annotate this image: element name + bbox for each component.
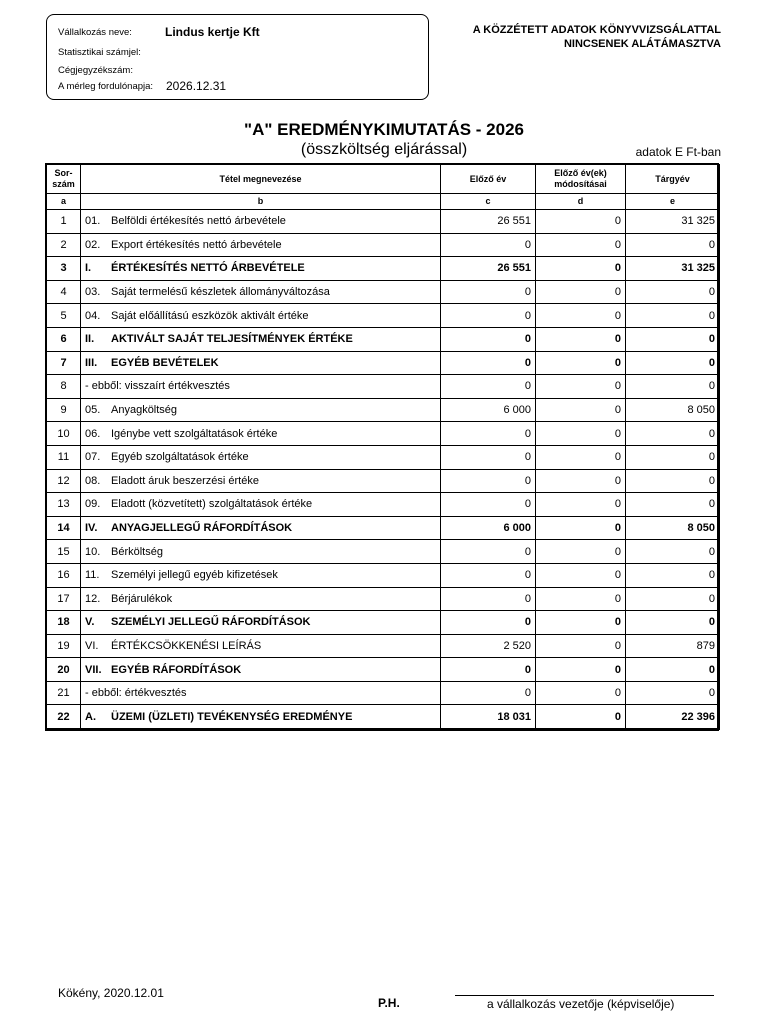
value-previous-year: 0 bbox=[441, 587, 536, 611]
row-label: AKTIVÁLT SAJÁT TELJESÍTMÉNYEK ÉRTÉKE bbox=[111, 333, 353, 346]
row-code: VI. bbox=[85, 639, 99, 652]
company-name-row bbox=[58, 25, 260, 39]
value-current-year: 0 bbox=[626, 681, 720, 705]
signature-line bbox=[455, 995, 714, 996]
value-modifications: 0 bbox=[536, 705, 626, 729]
row-code: 08. bbox=[85, 474, 101, 487]
row-number: 15 bbox=[47, 540, 81, 564]
value-previous-year: 26 551 bbox=[441, 257, 536, 281]
row-number: 20 bbox=[47, 658, 81, 682]
registration-row bbox=[58, 65, 133, 76]
row-number: 19 bbox=[47, 634, 81, 658]
row-label-cell bbox=[81, 563, 441, 587]
table-row bbox=[47, 658, 720, 682]
value-previous-year: 2 520 bbox=[441, 634, 536, 658]
header-previous-year: Előző év bbox=[441, 165, 536, 194]
row-number: 5 bbox=[47, 304, 81, 328]
row-number: 1 bbox=[47, 210, 81, 234]
row-label: Saját előállítású eszközök aktivált értéke bbox=[111, 309, 309, 322]
registration-label: Cégjegyzékszám: bbox=[58, 65, 133, 76]
header-current-year: Tárgyév bbox=[626, 165, 720, 194]
row-number: 17 bbox=[47, 587, 81, 611]
row-label: EGYÉB BEVÉTELEK bbox=[111, 356, 219, 369]
value-previous-year: 0 bbox=[441, 422, 536, 446]
value-previous-year: 0 bbox=[441, 351, 536, 375]
row-label: Eladott áruk beszerzési értéke bbox=[111, 474, 259, 487]
table-row bbox=[47, 210, 720, 234]
row-label-cell bbox=[81, 280, 441, 304]
value-previous-year: 0 bbox=[441, 611, 536, 635]
table-row bbox=[47, 587, 720, 611]
letter-b: b bbox=[81, 194, 441, 210]
value-current-year: 0 bbox=[626, 327, 720, 351]
value-current-year: 0 bbox=[626, 233, 720, 257]
row-number: 6 bbox=[47, 327, 81, 351]
value-modifications: 0 bbox=[536, 280, 626, 304]
row-label-cell bbox=[81, 540, 441, 564]
row-code: 07. bbox=[85, 451, 101, 464]
value-previous-year: 18 031 bbox=[441, 705, 536, 729]
value-modifications: 0 bbox=[536, 351, 626, 375]
row-number: 3 bbox=[47, 257, 81, 281]
value-modifications: 0 bbox=[536, 257, 626, 281]
row-label: Bérköltség bbox=[111, 545, 163, 558]
row-label: Igénybe vett szolgáltatások értéke bbox=[111, 427, 278, 440]
row-number: 14 bbox=[47, 516, 81, 540]
value-current-year: 879 bbox=[626, 634, 720, 658]
value-previous-year: 0 bbox=[441, 233, 536, 257]
row-label: Bérjárulékok bbox=[111, 592, 173, 605]
balance-date-value: 2026.12.31 bbox=[166, 79, 227, 93]
value-modifications: 0 bbox=[536, 304, 626, 328]
row-code: III. bbox=[85, 356, 98, 369]
units-note: adatok E Ft-ban bbox=[635, 145, 721, 159]
value-current-year: 31 325 bbox=[626, 257, 720, 281]
balance-date-row bbox=[58, 79, 227, 93]
table-row bbox=[47, 611, 720, 635]
row-label-cell bbox=[81, 257, 441, 281]
row-label-cell bbox=[81, 210, 441, 234]
table-row bbox=[47, 540, 720, 564]
row-label-cell bbox=[81, 705, 441, 729]
value-current-year: 22 396 bbox=[626, 705, 720, 729]
header-item-name: Tétel megnevezése bbox=[81, 165, 441, 194]
row-label-cell bbox=[81, 327, 441, 351]
row-number: 16 bbox=[47, 563, 81, 587]
row-label: Export értékesítés nettó árbevétele bbox=[111, 238, 282, 251]
value-previous-year: 0 bbox=[441, 540, 536, 564]
company-name-label: Vállalkozás neve: bbox=[58, 27, 132, 38]
value-current-year: 0 bbox=[626, 280, 720, 304]
row-code: A. bbox=[85, 710, 96, 723]
row-label: ÉRTÉKCSÖKKENÉSI LEÍRÁS bbox=[111, 639, 262, 652]
value-modifications: 0 bbox=[536, 469, 626, 493]
value-previous-year: 0 bbox=[441, 658, 536, 682]
value-current-year: 0 bbox=[626, 375, 720, 399]
company-name-value: Lindus kertje Kft bbox=[165, 25, 260, 39]
value-current-year: 8 050 bbox=[626, 516, 720, 540]
value-previous-year: 0 bbox=[441, 327, 536, 351]
page-title: "A" EREDMÉNYKIMUTATÁS - 2026 bbox=[244, 120, 524, 139]
row-code: 01. bbox=[85, 215, 101, 228]
row-number: 10 bbox=[47, 422, 81, 446]
table-row bbox=[47, 327, 720, 351]
value-modifications: 0 bbox=[536, 681, 626, 705]
row-label-cell bbox=[81, 469, 441, 493]
row-number: 7 bbox=[47, 351, 81, 375]
value-previous-year: 6 000 bbox=[441, 516, 536, 540]
value-current-year: 0 bbox=[626, 422, 720, 446]
row-label: ÜZEMI (ÜZLETI) TEVÉKENYSÉG EREDMÉNYE bbox=[111, 710, 353, 723]
row-label-cell bbox=[81, 611, 441, 635]
row-label-cell bbox=[81, 375, 441, 399]
table-row bbox=[47, 351, 720, 375]
value-previous-year: 26 551 bbox=[441, 210, 536, 234]
table-row bbox=[47, 257, 720, 281]
row-number: 11 bbox=[47, 445, 81, 469]
row-label-cell bbox=[81, 658, 441, 682]
table-row bbox=[47, 280, 720, 304]
company-info-box bbox=[46, 14, 429, 100]
row-label: SZEMÉLYI JELLEGŰ RÁFORDÍTÁSOK bbox=[111, 616, 311, 629]
row-number: 4 bbox=[47, 280, 81, 304]
table-row bbox=[47, 634, 720, 658]
value-current-year: 0 bbox=[626, 445, 720, 469]
row-label: Egyéb szolgáltatások értéke bbox=[111, 451, 249, 464]
row-code: VII. bbox=[85, 663, 102, 676]
table-row bbox=[47, 705, 720, 729]
stat-number-row bbox=[58, 47, 141, 58]
value-modifications: 0 bbox=[536, 587, 626, 611]
row-code: II. bbox=[85, 333, 95, 346]
row-label: Saját termelésű készletek állományváltozása bbox=[111, 286, 330, 299]
table-row bbox=[47, 469, 720, 493]
value-current-year: 0 bbox=[626, 493, 720, 517]
value-current-year: 31 325 bbox=[626, 210, 720, 234]
value-current-year: 0 bbox=[626, 304, 720, 328]
letter-a: a bbox=[47, 194, 81, 210]
value-current-year: 0 bbox=[626, 587, 720, 611]
row-label: EGYÉB RÁFORDÍTÁSOK bbox=[111, 663, 242, 676]
row-label-cell bbox=[81, 493, 441, 517]
value-previous-year: 6 000 bbox=[441, 398, 536, 422]
letter-c: c bbox=[441, 194, 536, 210]
value-modifications: 0 bbox=[536, 563, 626, 587]
balance-date-label: A mérleg fordulónapja: bbox=[58, 81, 154, 92]
stamp-placeholder: P.H. bbox=[378, 996, 400, 1010]
value-previous-year: 0 bbox=[441, 304, 536, 328]
row-label: - ebből: visszaírt értékvesztés bbox=[85, 380, 230, 393]
value-modifications: 0 bbox=[536, 540, 626, 564]
signature-caption: a vállalkozás vezetője (képviselője) bbox=[487, 997, 675, 1011]
row-label: ANYAGJELLEGŰ RÁFORDÍTÁSOK bbox=[111, 522, 293, 535]
row-code: 04. bbox=[85, 309, 101, 322]
value-previous-year: 0 bbox=[441, 375, 536, 399]
value-previous-year: 0 bbox=[441, 493, 536, 517]
row-code: 12. bbox=[85, 592, 101, 605]
header-previous-modifications: Előző év(ek) módosításai bbox=[536, 165, 626, 194]
letter-d: d bbox=[536, 194, 626, 210]
row-label-cell bbox=[81, 681, 441, 705]
row-number: 9 bbox=[47, 398, 81, 422]
value-previous-year: 0 bbox=[441, 469, 536, 493]
row-label-cell bbox=[81, 398, 441, 422]
audit-notice-line1: A KÖZZÉTETT ADATOK KÖNYVVIZSGÁLATTAL bbox=[472, 24, 721, 36]
row-code: 09. bbox=[85, 498, 101, 511]
value-current-year: 0 bbox=[626, 611, 720, 635]
row-code: V. bbox=[85, 616, 95, 629]
row-code: 02. bbox=[85, 238, 101, 251]
value-current-year: 0 bbox=[626, 563, 720, 587]
table-row bbox=[47, 422, 720, 446]
value-current-year: 8 050 bbox=[626, 398, 720, 422]
audit-notice bbox=[473, 23, 721, 51]
table-row bbox=[47, 563, 720, 587]
row-number: 2 bbox=[47, 233, 81, 257]
row-number: 13 bbox=[47, 493, 81, 517]
row-number: 18 bbox=[47, 611, 81, 635]
row-number: 22 bbox=[47, 705, 81, 729]
row-label: Eladott (közvetített) szolgáltatások értéke bbox=[111, 498, 313, 511]
table-row bbox=[47, 375, 720, 399]
row-label-cell bbox=[81, 304, 441, 328]
stat-number-label: Statisztikai számjel: bbox=[58, 47, 141, 58]
value-previous-year: 0 bbox=[441, 681, 536, 705]
table-row bbox=[47, 445, 720, 469]
audit-notice-line2: NINCSENEK ALÁTÁMASZTVA bbox=[563, 38, 721, 50]
letter-e: e bbox=[626, 194, 720, 210]
table-row bbox=[47, 398, 720, 422]
value-current-year: 0 bbox=[626, 351, 720, 375]
value-modifications: 0 bbox=[536, 516, 626, 540]
value-modifications: 0 bbox=[536, 445, 626, 469]
income-statement-table bbox=[46, 164, 720, 730]
value-modifications: 0 bbox=[536, 493, 626, 517]
row-code: 06. bbox=[85, 427, 101, 440]
value-previous-year: 0 bbox=[441, 445, 536, 469]
table-row bbox=[47, 516, 720, 540]
row-label-cell bbox=[81, 422, 441, 446]
row-code: IV. bbox=[85, 522, 98, 535]
page-subtitle: (összköltség eljárással) bbox=[300, 141, 468, 158]
value-modifications: 0 bbox=[536, 611, 626, 635]
row-code: I. bbox=[85, 262, 92, 275]
row-label-cell bbox=[81, 233, 441, 257]
value-modifications: 0 bbox=[536, 634, 626, 658]
table-row bbox=[47, 304, 720, 328]
row-label: Személyi jellegű egyéb kifizetések bbox=[111, 569, 278, 582]
row-number: 8 bbox=[47, 375, 81, 399]
table-row bbox=[47, 493, 720, 517]
value-modifications: 0 bbox=[536, 327, 626, 351]
value-current-year: 0 bbox=[626, 469, 720, 493]
row-code: 03. bbox=[85, 286, 101, 299]
row-label-cell bbox=[81, 634, 441, 658]
value-modifications: 0 bbox=[536, 398, 626, 422]
row-number: 21 bbox=[47, 681, 81, 705]
row-label-cell bbox=[81, 516, 441, 540]
row-label: - ebből: értékvesztés bbox=[85, 687, 187, 700]
row-code: 11. bbox=[85, 569, 100, 582]
row-number: 12 bbox=[47, 469, 81, 493]
row-label: Anyagköltség bbox=[111, 404, 178, 417]
place-date: Kökény, 2020.12.01 bbox=[58, 986, 164, 1000]
row-label: Belföldi értékesítés nettó árbevétele bbox=[111, 215, 286, 228]
row-label-cell bbox=[81, 587, 441, 611]
value-modifications: 0 bbox=[536, 422, 626, 446]
row-label-cell bbox=[81, 351, 441, 375]
value-modifications: 0 bbox=[536, 233, 626, 257]
table-row bbox=[47, 681, 720, 705]
row-code: 10. bbox=[85, 545, 101, 558]
row-label-cell bbox=[81, 445, 441, 469]
value-modifications: 0 bbox=[536, 658, 626, 682]
value-previous-year: 0 bbox=[441, 280, 536, 304]
value-previous-year: 0 bbox=[441, 563, 536, 587]
value-modifications: 0 bbox=[536, 375, 626, 399]
value-modifications: 0 bbox=[536, 210, 626, 234]
table-row bbox=[47, 233, 720, 257]
header-row-number: Sor-szám bbox=[47, 165, 81, 194]
row-label: ÉRTÉKESÍTÉS NETTÓ ÁRBEVÉTELE bbox=[111, 262, 305, 275]
row-code: 05. bbox=[85, 404, 101, 417]
value-current-year: 0 bbox=[626, 658, 720, 682]
value-current-year: 0 bbox=[626, 540, 720, 564]
